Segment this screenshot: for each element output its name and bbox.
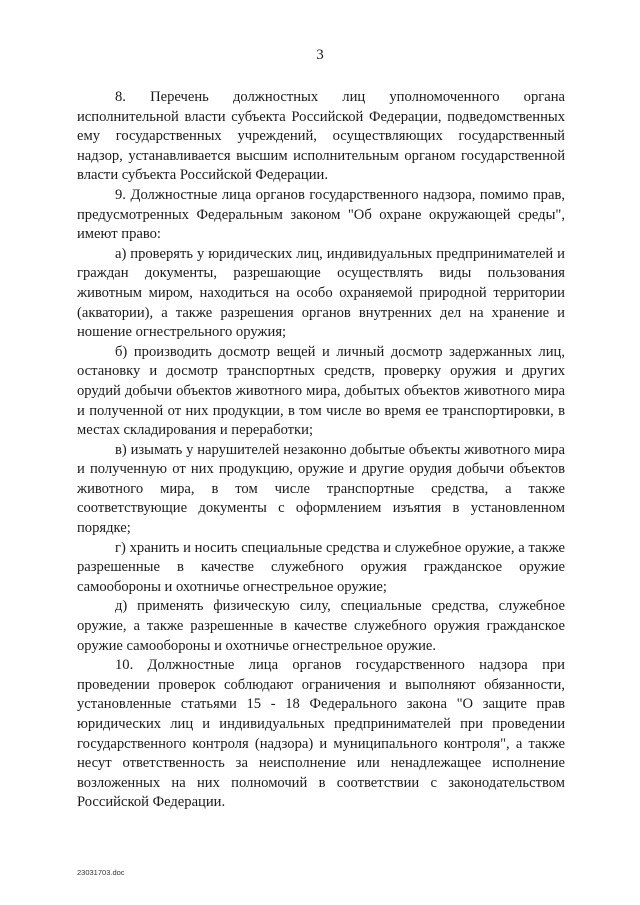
paragraph-9v: в) изымать у нарушителей незаконно добытые объекты животного мира и полученную от них продукцию, оружие и другие орудия добычи объектов животного мира, в том числе транспортные средства, а также соответствующие документы с оформлением изъятия в установленном порядке; [77,441,565,537]
paragraph-10: 10. Должностные лица органов государственного надзора при проведении проверок соблюдают ограничения и выполняют обязанности, установленные статьями 15 - 18 Федерального закона "О защите прав юридических лиц и индивидуальных предпринимателей при проведении государственного контроля (надзора) и муниципального контроля", а также несут ответственность за неисполнение или ненадлежащее исполнение возложенных на них полномочий в соответствии с законодательством Российской Федерации. [77,657,565,811]
paragraph-8: 8. Перечень должностных лиц уполномоченного органа исполнительной власти субъекта Российской Федерации, подведомственных ему государственных учреждений, осуществляющих государственный надзор, устанавливается высшим исполнительным органом государственной власти субъекта Российской Федерации. [77,89,565,184]
paragraph-9a: а) проверять у юридических лиц, индивидуальных предпринимателей и граждан документы, разрешающие осуществлять виды пользования животным миром, находиться на особо охраняемой природной территории (акватории), а также разрешения органов внутренних дел на хранение и ношение огнестрельного оружия; [77,245,565,341]
page-number: 3 [316,47,324,63]
paragraph-9b: б) производить досмотр вещей и личный досмотр задержанных лиц, остановку и досмотр транспортных средств, проверку оружия и других орудий добычи объектов животного мира, добытых объектов животного мира и полученной от них продукции, в том числе во время ее транспортировки, в местах складирования и переработки; [77,343,565,439]
document-body [77,88,565,813]
paragraph-9: 9. Должностные лица органов государственного надзора, помимо прав, предусмотренных Федеральным законом "Об охране окружающей среды", имеют право: [77,186,565,243]
paragraph-9d: д) применять физическую силу, специальные средства, служебное оружие, а также разрешенные в качестве служебного оружия гражданское оружие самообороны и охотничье огнестрельное оружие. [77,598,565,654]
paragraph-9g: г) хранить и носить специальные средства и служебное оружие, а также разрешенные в качестве служебного оружия гражданское оружие самообороны и охотничье огнестрельное оружие; [77,539,565,595]
footer-filename: 23031703.doc [77,868,125,877]
